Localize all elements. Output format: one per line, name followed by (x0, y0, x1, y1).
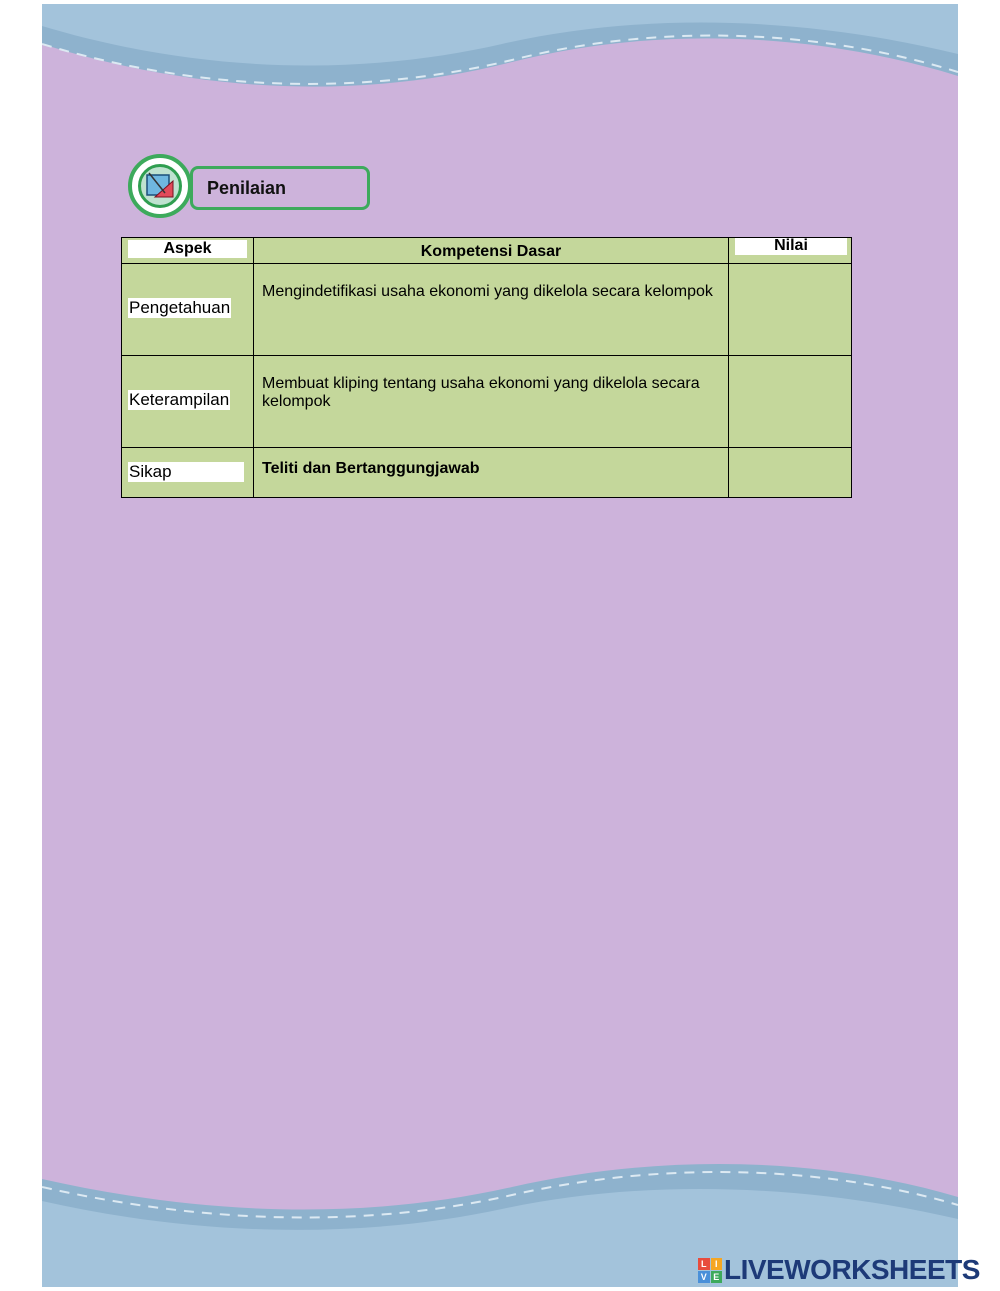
aspek-label: Keterampilan (129, 390, 230, 409)
table-header-row (122, 238, 852, 264)
section-title-box (190, 166, 370, 210)
header-kompetensi-cell (254, 238, 729, 264)
header-nilai-cell (729, 238, 852, 264)
header-kompetensi: Kompetensi Dasar (420, 243, 562, 260)
nilai-input-cell[interactable] (729, 448, 852, 498)
section-header (128, 154, 428, 226)
aspek-cell (122, 448, 254, 498)
table-row (122, 356, 852, 448)
kompetensi-text: Mengindetifikasi usaha ekonomi yang dikelola secara kelompok (262, 283, 713, 300)
logo-icon: L I V E (698, 1258, 722, 1282)
kompetensi-cell (254, 264, 729, 356)
kompetensi-cell (254, 448, 729, 498)
header-nilai: Nilai (735, 237, 847, 255)
worksheet-page (42, 4, 958, 1287)
header-aspek-cell (122, 238, 254, 264)
logo-text: LIVEWORKSHEETS (724, 1254, 980, 1285)
table-row (122, 264, 852, 356)
aspek-label: Sikap (128, 462, 244, 482)
assessment-table (121, 237, 852, 498)
nilai-input-cell[interactable] (729, 356, 852, 448)
nilai-input-cell[interactable] (729, 264, 852, 356)
aspek-cell (122, 356, 254, 448)
table-row (122, 448, 852, 498)
kompetensi-cell (254, 356, 729, 448)
section-title: Penilaian (207, 178, 287, 198)
aspek-label: Pengetahuan (129, 298, 231, 317)
header-aspek: Aspek (128, 240, 247, 258)
top-wave-decoration (42, 4, 958, 114)
aspek-cell (122, 264, 254, 356)
kompetensi-text: Teliti dan Bertanggungjawab (262, 460, 480, 477)
geometry-tools-icon (128, 154, 192, 218)
kompetensi-text: Membuat kliping tentang usaha ekonomi yang dikelola secara kelompok (262, 375, 700, 410)
